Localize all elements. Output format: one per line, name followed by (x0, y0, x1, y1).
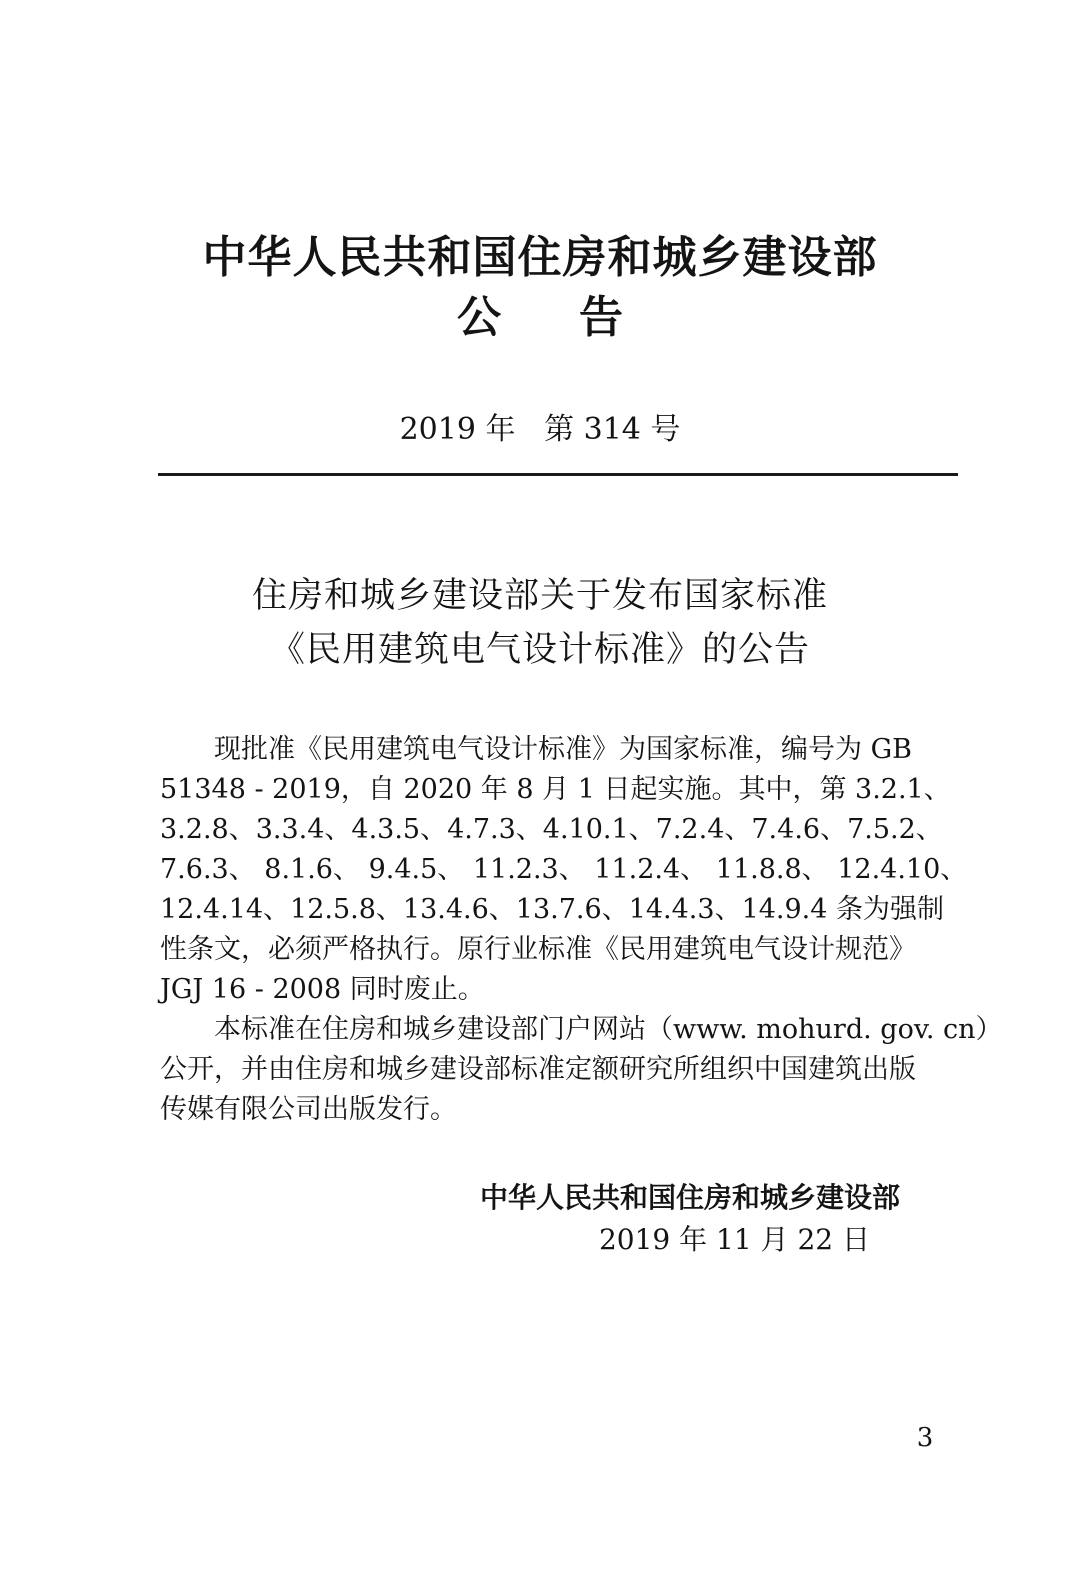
body-line: 传媒有限公司出版发行。 (160, 1094, 457, 1125)
document-number: 2019 年 第 314 号 (399, 412, 681, 447)
signing-authority: 中华人民共和国住房和城乡建设部 (479, 1181, 900, 1214)
body-line: 12.4.14、12.5.8、13.4.6、13.7.6、14.4.3、14.9.4 条为强制 (160, 894, 945, 925)
body-line: 3.2.8、3.3.4、4.3.5、4.7.3、4.10.1、7.2.4、7.4.6、7.5.2、 (160, 814, 943, 845)
notice-title-line-2: 《民用建筑电气设计标准》的公告 (269, 630, 810, 670)
body-line: 7.6.3、 8.1.6、 9.4.5、 11.2.3、 11.2.4、 11.8.8、 12.4.10、 (160, 854, 968, 885)
body-line: 本标准在住房和城乡建设部门户网站（www. mohurd. gov. cn） (160, 1014, 1003, 1045)
body-line: 现批准《民用建筑电气设计标准》为国家标准，编号为 GB (160, 734, 912, 765)
body-line: 51348 - 2019，自 2020 年 8 月 1 日起实施。其中，第 3.2.1、 (160, 774, 951, 805)
header-divider-line (158, 473, 958, 476)
notice-title-line-1: 住房和城乡建设部关于发布国家标准 (251, 576, 828, 616)
body-line: 性条文，必须严格执行。原行业标准《民用建筑电气设计规范》 (160, 934, 916, 965)
agency-title: 中华人民共和国住房和城乡建设部 (202, 232, 878, 283)
signing-date: 2019 年 11 月 22 日 (598, 1223, 870, 1256)
body-line: JGJ 16 - 2008 同时废止。 (160, 974, 485, 1005)
document-type-title: 公告 (457, 292, 701, 343)
notice-body (160, 730, 1003, 1130)
body-line: 公开，并由住房和城乡建设部标准定额研究所组织中国建筑出版 (160, 1054, 916, 1085)
page-number: 3 (916, 1423, 934, 1453)
